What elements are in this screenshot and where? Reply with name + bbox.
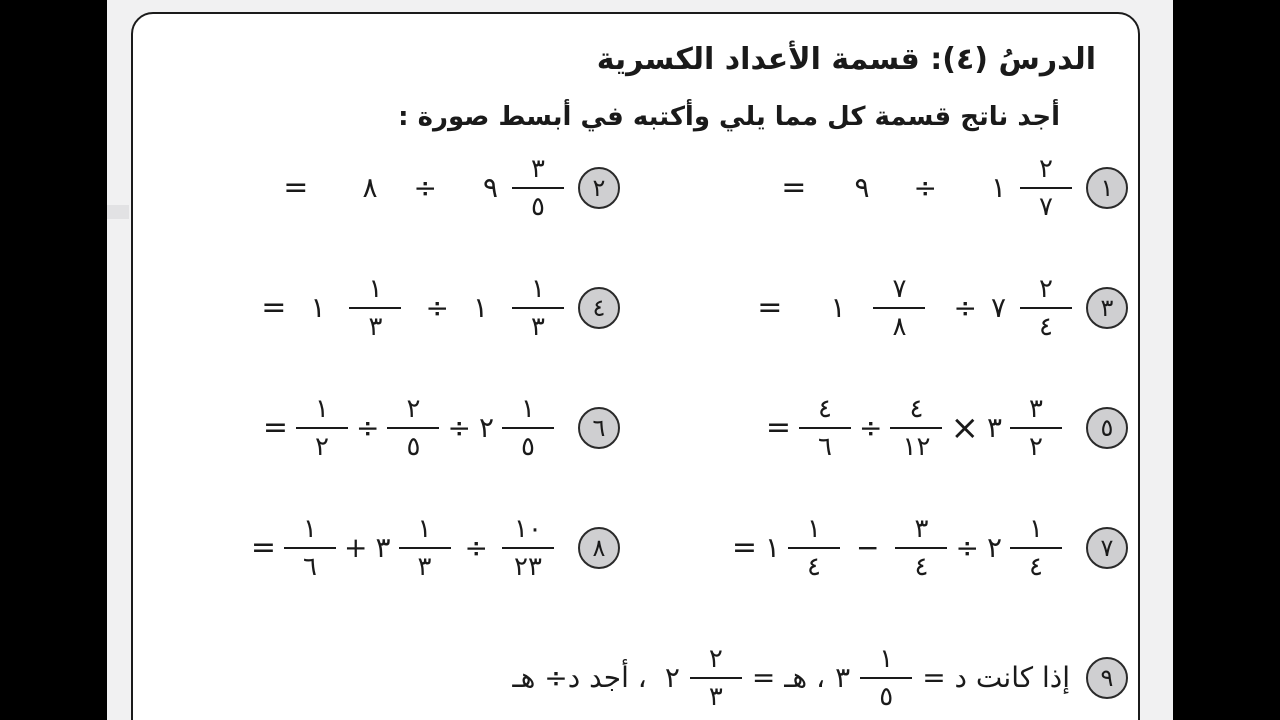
- dividend-whole: ٧: [990, 291, 1006, 324]
- dividend-fraction: [1020, 276, 1072, 340]
- h-fraction: [690, 646, 742, 710]
- problem-number-badge: ٤: [578, 287, 620, 329]
- problem-number-badge: ٥: [1086, 407, 1128, 449]
- lesson-instruction: أجد ناتج قسمة كل مما يلي وأكتبه في أبسط صورة :: [398, 102, 1060, 132]
- equals-sign: =: [261, 290, 287, 325]
- numerator: ١: [807, 514, 821, 544]
- numerator: ١: [368, 274, 383, 304]
- denominator: ٤: [1039, 312, 1053, 342]
- problem-number-badge: ٧: [1086, 527, 1128, 569]
- numerator: ١: [315, 394, 329, 424]
- equals-sign: =: [765, 410, 791, 445]
- third-fraction: [799, 396, 851, 460]
- problem-number-badge: ٢: [578, 167, 620, 209]
- first-whole: ٢: [478, 411, 494, 444]
- problem-2: [283, 148, 620, 228]
- denominator: ٣: [531, 312, 545, 342]
- operator-divide: ÷: [356, 411, 380, 444]
- d-whole: ٣: [835, 661, 851, 694]
- dividend-whole: ٩: [482, 171, 498, 204]
- problem-number-badge: ٣: [1086, 287, 1128, 329]
- lesson-card: [131, 12, 1140, 720]
- lesson-title: الدرسُ (٤): قسمة الأعداد الكسرية: [596, 42, 1096, 77]
- numerator: ٢: [1039, 274, 1053, 304]
- denominator: ٥: [406, 432, 421, 462]
- numerator: ١: [521, 394, 535, 424]
- equals-sign: =: [781, 170, 807, 205]
- h-whole: ٢: [664, 661, 680, 694]
- first-whole: ٢: [986, 531, 1002, 564]
- denominator: ٦: [818, 432, 832, 462]
- second-whole: ٣: [375, 531, 391, 564]
- first-whole: ٣: [986, 411, 1002, 444]
- third-whole: ١: [764, 531, 781, 564]
- denominator: ٣: [417, 552, 432, 582]
- problem-number-badge: ٦: [578, 407, 620, 449]
- denominator: ٢: [1029, 432, 1043, 462]
- denominator: ٤: [1029, 552, 1043, 582]
- divisor-whole: ٨: [362, 171, 378, 204]
- problem-5: [766, 388, 1128, 468]
- denominator: ٣: [368, 312, 383, 342]
- third-fraction: [284, 516, 336, 580]
- denominator: ٧: [1039, 192, 1053, 222]
- first-fraction: [1010, 516, 1062, 580]
- first-fraction: [1010, 396, 1062, 460]
- operator-minus: −: [856, 531, 880, 564]
- problem-8: [251, 508, 620, 588]
- numerator: ١: [303, 514, 317, 544]
- numerator: ١: [879, 644, 894, 674]
- problem-1: [781, 148, 1128, 228]
- numerator: ١٠: [514, 514, 542, 544]
- second-fraction: [399, 516, 451, 580]
- operator-divide: ÷: [913, 171, 937, 204]
- denominator: ٤: [807, 552, 821, 582]
- denominator: ٥: [521, 432, 535, 462]
- operator-divide: ÷: [413, 171, 437, 204]
- dividend-fraction: [512, 156, 564, 220]
- problem-7: [732, 508, 1128, 588]
- problem-text-middle: ، هـ =: [751, 661, 826, 694]
- problem-9: [512, 638, 1128, 718]
- divisor-fraction: [349, 276, 401, 340]
- operator-divide: ÷: [464, 531, 488, 564]
- divisor-fraction: [873, 276, 925, 340]
- numerator: ٧: [892, 274, 907, 304]
- operator-divide: ÷: [955, 531, 979, 564]
- problem-number-badge: ٩: [1086, 657, 1128, 699]
- denominator: ٥: [531, 192, 545, 222]
- third-fraction: [296, 396, 348, 460]
- numerator: ٣: [914, 514, 929, 544]
- dividend-whole: ١: [990, 171, 1006, 204]
- second-fraction: [387, 396, 439, 460]
- problem-number-badge: ٨: [578, 527, 620, 569]
- first-fraction: [502, 396, 554, 460]
- third-fraction: [788, 516, 840, 580]
- operator-multiply: ×: [950, 408, 979, 448]
- denominator: ٥: [879, 682, 894, 712]
- dividend-fraction: [512, 276, 564, 340]
- denominator: ١٢: [902, 432, 931, 462]
- numerator: ٣: [531, 154, 545, 184]
- numerator: ٢: [406, 394, 421, 424]
- denominator: ٢: [315, 432, 329, 462]
- problem-3: [757, 268, 1128, 348]
- dividend-fraction: [1020, 156, 1072, 220]
- numerator: ١: [1029, 514, 1043, 544]
- operator-divide: ÷: [425, 291, 449, 324]
- numerator: ٤: [818, 394, 832, 424]
- denominator: ٣: [708, 682, 723, 712]
- numerator: ٤: [909, 394, 924, 424]
- divisor-whole: ١: [830, 291, 846, 324]
- denominator: ٢٣: [514, 552, 542, 582]
- second-fraction: [890, 396, 942, 460]
- worksheet-page: [107, 0, 1173, 720]
- operator-plus: +: [344, 531, 368, 564]
- problem-text-start: إذا كانت د =: [922, 661, 1070, 694]
- problem-6: [263, 388, 620, 468]
- denominator: ٦: [303, 552, 317, 582]
- operator-divide: ÷: [953, 291, 977, 324]
- numerator: ٢: [708, 644, 723, 674]
- operator-divide: ÷: [447, 411, 471, 444]
- equals-sign: =: [283, 170, 309, 205]
- operator-divide: ÷: [858, 411, 883, 444]
- denominator: ٨: [892, 312, 907, 342]
- denominator: ٤: [914, 552, 929, 582]
- numerator: ١: [417, 514, 432, 544]
- equals-sign: =: [757, 290, 783, 325]
- numerator: ١: [531, 274, 545, 304]
- numerator: ٣: [1029, 394, 1043, 424]
- first-fraction: [502, 516, 554, 580]
- equals-sign: =: [262, 410, 289, 445]
- equals-sign: =: [731, 530, 757, 565]
- divisor-whole: ١: [310, 291, 326, 324]
- problem-number-badge: ١: [1086, 167, 1128, 209]
- divisor-whole: ٩: [854, 171, 870, 204]
- numerator: ٢: [1039, 154, 1053, 184]
- problem-text-end: ، أجد د÷ هـ: [512, 661, 647, 694]
- second-fraction: [895, 516, 947, 580]
- equals-sign: =: [250, 530, 277, 565]
- problem-4: [261, 268, 620, 348]
- dividend-whole: ١: [472, 291, 488, 324]
- d-fraction: [860, 646, 912, 710]
